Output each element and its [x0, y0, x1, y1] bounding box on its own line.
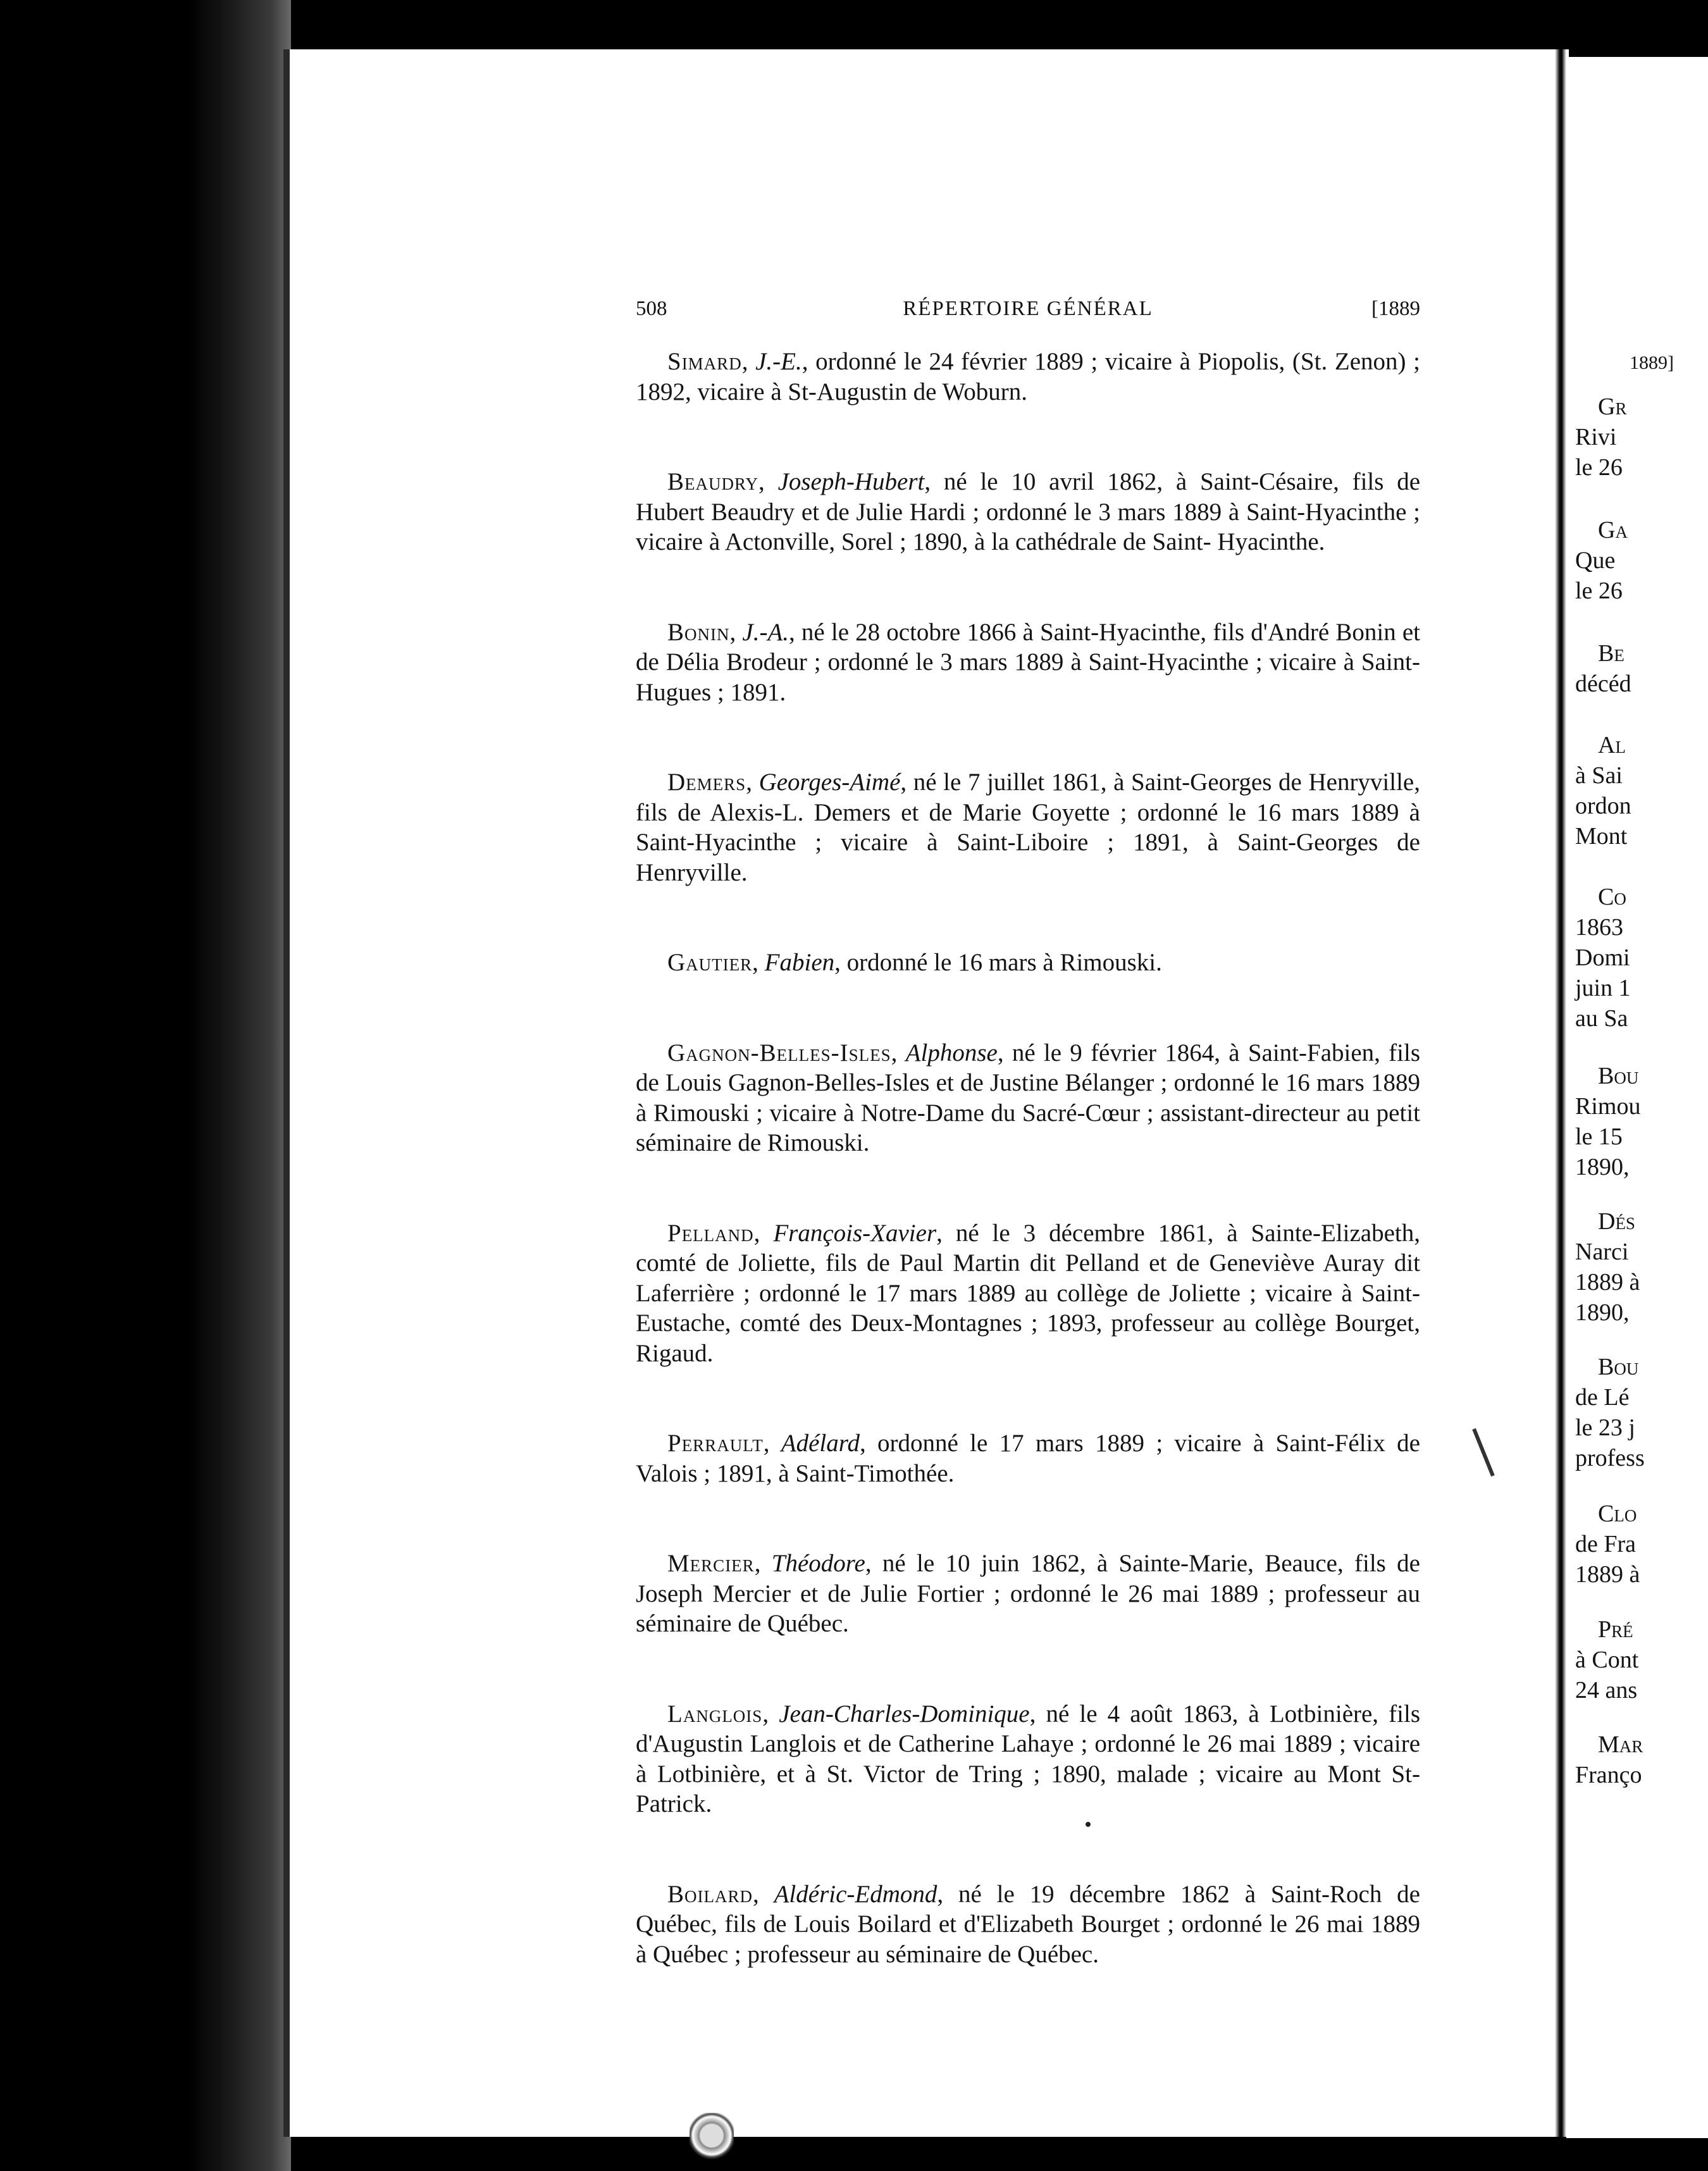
entry-surname: Gagnon-Belles-Isles [667, 1039, 891, 1067]
right-fragment: le 26 [1575, 578, 1623, 604]
right-fragment: Gr [1598, 393, 1627, 420]
right-fragment: Pré [1598, 1616, 1633, 1643]
right-fragment: 1889] [1630, 352, 1674, 373]
right-fragment: 1890, [1575, 1299, 1630, 1326]
right-fragment: Al [1598, 732, 1626, 758]
entry-text: , né le 4 août 1863, à Lotbinière, fils d'Augustin Langlois et de Catherine Lahaye ; ordonné le 26 mai 1889 ; vicaire à Lotbinière, et à St. Victor de Tring ; 1890, malade ; vicaire au Mont St-Patrick. [636, 1700, 1421, 1817]
entry-given-name: Aldéric-Edmond [774, 1880, 938, 1908]
right-fragment: Be [1598, 640, 1624, 667]
entry-text: , né le 19 décembre 1862 à Saint-Roch de Québec, fils de Louis Boilard et d'Elizabeth Bourget ; ordonné le 26 mai 1889 à Québec ; professeur au séminaire de Québec. [636, 1880, 1420, 1968]
entry-surname: Bonin [667, 618, 730, 646]
right-fragment: de Fra [1575, 1531, 1637, 1557]
running-title: RÉPERTOIRE GÉNÉRAL [903, 297, 1153, 320]
entry-surname: Beaudry [667, 468, 759, 495]
right-fragment: Bou [1598, 1063, 1639, 1089]
right-fragment: à Sai [1575, 762, 1623, 789]
right-fragment: Rimou [1575, 1093, 1641, 1120]
entry: Gagnon-Belles-Isles, Alphonse, né le 9 février 1864, à Saint-Fabien, fils de Louis Gagnon-Belles-Isles et de Justine Bélanger ; ordonné le 16 mars 1889 à Rimouski ; vicaire à Notre-Dame du Sacré-Cœur ; assistant-directeur au petit séminaire de Rimouski. [636, 1039, 1420, 1156]
right-fragment: Narci [1575, 1239, 1629, 1265]
right-page [1566, 57, 1708, 2138]
entry-given-name: Alphonse [905, 1039, 998, 1067]
right-fragment: Mont [1575, 823, 1628, 850]
right-fragment: décéd [1575, 671, 1631, 697]
entry-text: , ordonné le 17 mars 1889 ; vicaire à Saint-Félix de Valois ; 1891, à Saint-Timothée. [636, 1430, 1420, 1487]
entry-given-name: Adélard [781, 1430, 860, 1457]
entry-text: , né le 7 juillet 1861, à Saint-Georges de Henryville, fils de Alexis-L. Demers et de Marie Goyette ; ordonné le 16 mars 1889 à Saint-Hyacinthe ; vicaire à Saint-Liboire ; 1891, à Saint-Georges de Henryville. [636, 769, 1420, 886]
right-fragment: au Sa [1575, 1005, 1628, 1032]
entry-surname: Gautier [667, 949, 753, 976]
entry-surname: Demers [667, 769, 746, 796]
right-fragment: 1863 [1575, 914, 1623, 941]
right-fragment: Ga [1598, 517, 1628, 543]
entry-surname: Boilard [667, 1880, 753, 1908]
page-number: 508 [636, 297, 667, 320]
page-fold [1555, 49, 1566, 2137]
right-fragment: le 23 j [1575, 1414, 1635, 1441]
entry-text: , ordonné le 16 mars à Rimouski. [834, 949, 1162, 976]
right-fragment: profess [1575, 1445, 1645, 1471]
right-fragment: Domi [1575, 944, 1630, 971]
entry-text: , né le 9 février 1864, à Saint-Fabien, fils de Louis Gagnon-Belles-Isles et de Justine Bélanger ; ordonné le 16 mars 1889 à Rimouski ; vicaire à Notre-Dame du Sacré-Cœur ; assistant-directeur au petit séminaire de Rimouski. [636, 1039, 1420, 1156]
right-fragment: Dés [1598, 1208, 1635, 1235]
entry: Simard, J.-E., ordonné le 24 février 1889 ; vicaire à Piopolis, (St. Zenon) ; 1892, vicaire à St-Augustin de Woburn. [636, 348, 1420, 405]
entry-surname: Perrault [667, 1430, 764, 1457]
entry: Bonin, J.-A., né le 28 octobre 1866 à Saint-Hyacinthe, fils d'André Bonin et de Délia Brodeur ; ordonné le 3 mars 1889 à Saint-Hyacinthe ; vicaire à Saint-Hugues ; 1891. [636, 618, 1420, 706]
entry: Pelland, François-Xavier, né le 3 décembre 1861, à Sainte-Elizabeth, comté de Joliette, fils de Paul Martin dit Pelland et de Geneviève Auray dit Laferrière ; ordonné le 17 mars 1889 au collège de Joliette ; vicaire à Saint-Eustache, comté des Deux-Montagnes ; 1893, professeur au collège Bourget, Rigaud. [636, 1219, 1420, 1367]
right-fragment: juin 1 [1575, 975, 1631, 1001]
entry: Demers, Georges-Aimé, né le 7 juillet 1861, à Saint-Georges de Henryville, fils de Alexis-L. Demers et de Marie Goyette ; ordonné le 16 mars 1889 à Saint-Hyacinthe ; vicaire à Saint-Liboire ; 1891, à Saint-Georges de Henryville. [636, 769, 1420, 886]
right-fragment: 24 ans [1575, 1677, 1638, 1704]
header-year: [1889 [1371, 297, 1420, 320]
right-fragment: Rivi [1575, 424, 1617, 450]
entry: Mercier, Théodore, né le 10 juin 1862, à Sainte-Marie, Beauce, fils de Joseph Mercier et de Julie Fortier ; ordonné le 26 mai 1889 ; professeur au séminaire de Québec. [636, 1550, 1420, 1637]
library-stamp-emblem [690, 2113, 734, 2163]
right-fragment: à Cont [1575, 1647, 1639, 1673]
entry-given-name: Jean-Charles-Dominique [779, 1700, 1030, 1728]
entry-given-name: Fabien [764, 949, 835, 976]
entry-text: , né le 10 juin 1862, à Sainte-Marie, Beauce, fils de Joseph Mercier et de Julie Fortier ; ordonné le 26 mai 1889 ; professeur au séminaire de Québec. [636, 1550, 1420, 1637]
entry: Beaudry, Joseph-Hubert, né le 10 avril 1862, à Saint-Césaire, fils de Hubert Beaudry et de Julie Hardi ; ordonné le 3 mars 1889 à Saint-Hyacinthe ; vicaire à Actonville, Sorel ; 1890, à la cathédrale de Saint- Hyacinthe. [636, 468, 1421, 555]
entry-given-name: Théodore [771, 1550, 865, 1577]
right-page-text [1566, 57, 1708, 2138]
entry-surname: Simard [667, 348, 742, 375]
right-fragment: Clo [1598, 1500, 1637, 1527]
right-fragment: Que [1575, 547, 1616, 574]
binding-shadow [190, 0, 291, 2171]
entry: Perrault, Adélard, ordonné le 17 mars 1889 ; vicaire à Saint-Félix de Valois ; 1891, à Saint-Timothée. [636, 1430, 1420, 1487]
entry-surname: Langlois [667, 1700, 763, 1728]
entry-list [636, 347, 1420, 1969]
entry: Boilard, Aldéric-Edmond, né le 19 décembre 1862 à Saint-Roch de Québec, fils de Louis Boilard et d'Elizabeth Bourget ; ordonné le 26 mai 1889 à Québec ; professeur au séminaire de Québec. [636, 1880, 1420, 1968]
right-fragment: Bou [1598, 1354, 1639, 1380]
entry: Langlois, Jean-Charles-Dominique, né le 4 août 1863, à Lotbinière, fils d'Augustin Langlois et de Catherine Lahaye ; ordonné le 26 mai 1889 ; vicaire à Lotbinière, et à St. Victor de Tring ; 1890, malade ; vicaire au Mont St-Patrick. [636, 1700, 1421, 1817]
ink-speck [1086, 1822, 1091, 1827]
entry-surname: Pelland [667, 1219, 754, 1247]
right-fragment: 1890, [1575, 1154, 1630, 1180]
right-fragment: le 15 [1575, 1123, 1623, 1150]
entry-surname: Mercier [667, 1550, 755, 1577]
entry-text: , ordonné le 24 février 1889 ; vicaire à Piopolis, (St. Zenon) ; 1892, vicaire à St-Augustin de Woburn. [636, 348, 1420, 405]
page-header [636, 297, 1420, 329]
entry-given-name: J.-A. [742, 618, 789, 646]
right-fragment: le 26 [1575, 454, 1623, 481]
entry-given-name: François-Xavier [773, 1219, 937, 1247]
entry-given-name: Georges-Aimé [758, 769, 901, 796]
right-fragment: de Lé [1575, 1384, 1630, 1411]
right-fragment: Franço [1575, 1762, 1642, 1788]
entry-given-name: J.-E. [755, 348, 802, 375]
right-fragment: Mar [1598, 1731, 1643, 1758]
right-fragment: 1889 à [1575, 1561, 1640, 1588]
right-fragment: 1889 à [1575, 1269, 1640, 1296]
entry-given-name: Joseph-Hubert [777, 468, 925, 495]
entry-text: , né le 3 décembre 1861, à Sainte-Elizabeth, comté de Joliette, fils de Paul Martin dit Pelland et de Geneviève Auray dit Laferrière ; ordonné le 17 mars 1889 au collège de Joliette ; vicaire à Saint-Eustache, comté des Deux-Montagnes ; 1893, professeur au collège Bourget, Rigaud. [636, 1219, 1420, 1367]
entry: Gautier, Fabien, ordonné le 16 mars à Rimouski. [667, 949, 1162, 976]
entry-text: , né le 28 octobre 1866 à Saint-Hyacinthe, fils d'André Bonin et de Délia Brodeur ; ordonné le 3 mars 1889 à Saint-Hyacinthe ; vicaire à Saint-Hugues ; 1891. [636, 618, 1420, 706]
right-fragment: ordon [1575, 793, 1631, 819]
right-fragment: Co [1598, 884, 1626, 910]
entry-text: , né le 10 avril 1862, à Saint-Césaire, fils de Hubert Beaudry et de Julie Hardi ; ordonné le 3 mars 1889 à Saint-Hyacinthe ; vicaire à Actonville, Sorel ; 1890, à la cathédrale de Saint- Hyacinthe. [636, 468, 1421, 555]
